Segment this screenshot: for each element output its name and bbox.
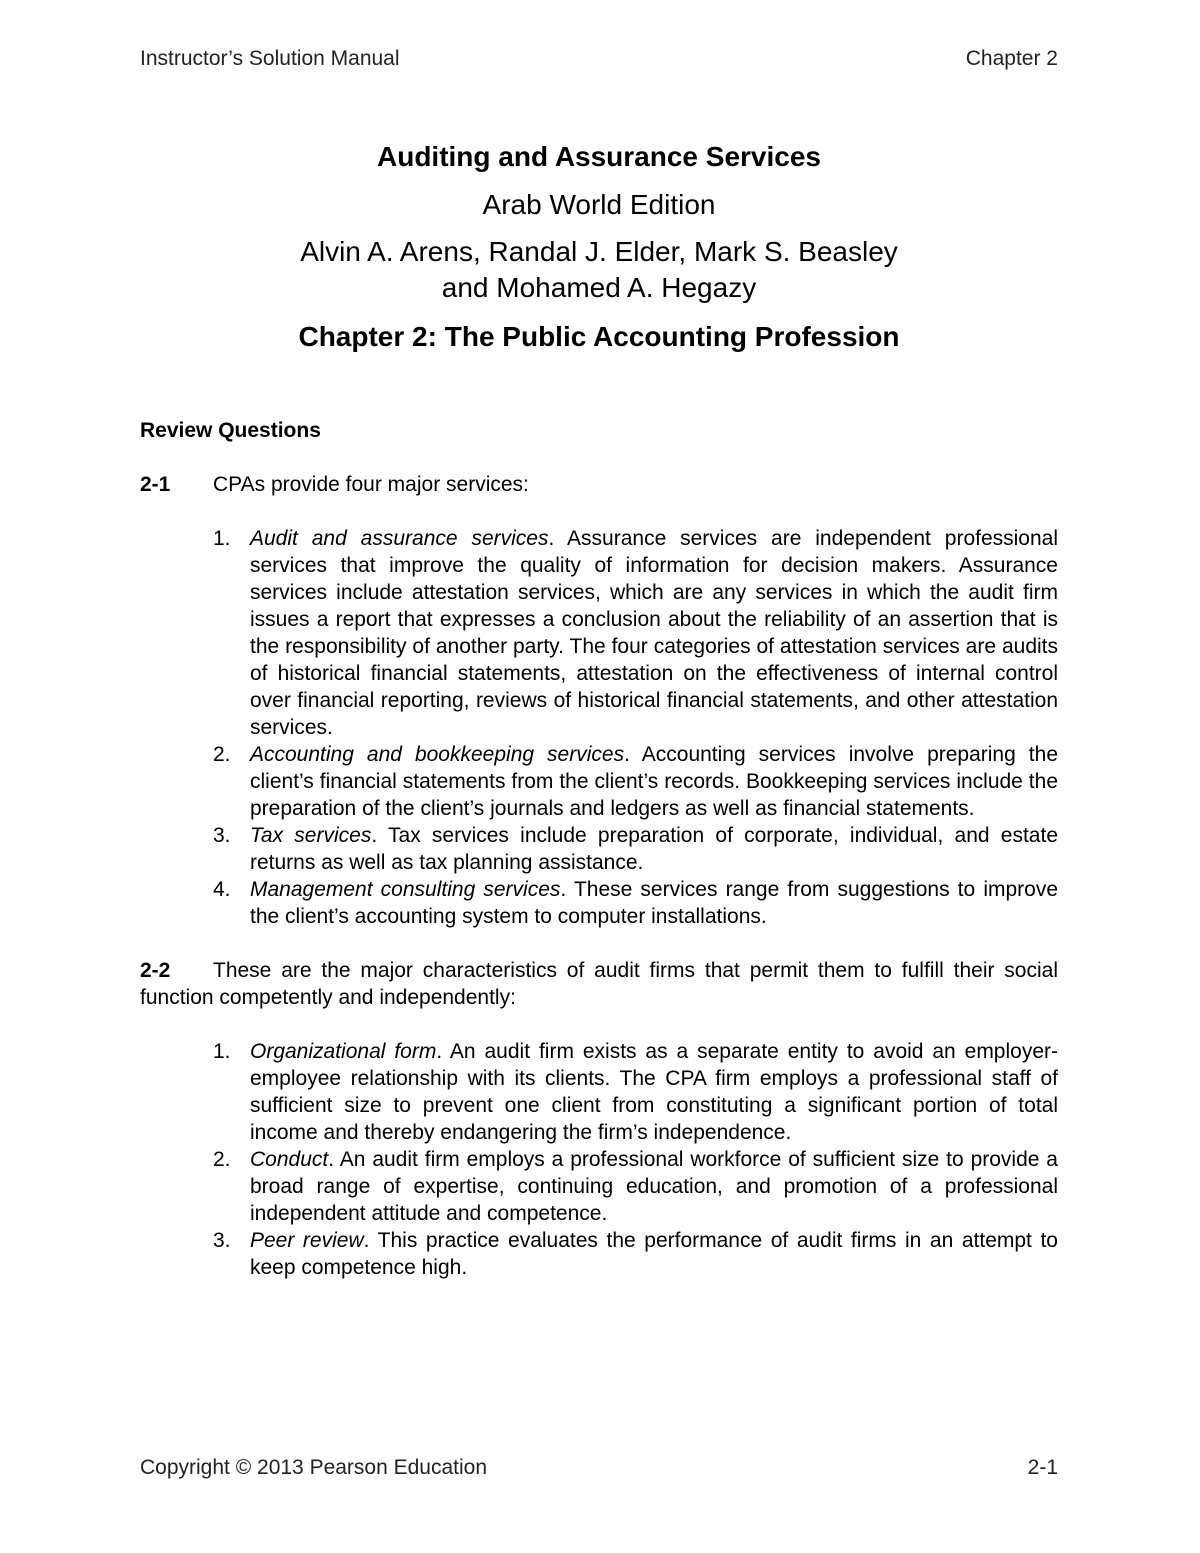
authors-line-2: and Mohamed A. Hegazy	[441, 272, 757, 303]
running-header	[140, 47, 1058, 71]
question-intro	[140, 957, 1058, 1011]
list-item	[140, 822, 1058, 876]
item-term: Conduct	[250, 1148, 329, 1171]
section-heading: Review Questions	[140, 419, 321, 442]
item-number: 2.	[213, 743, 231, 766]
list-item	[140, 525, 1058, 741]
item-term: Tax services	[250, 824, 372, 847]
item-text: . These services range from suggestions to improve the client’s accounting system to computer installations.	[250, 878, 1059, 928]
title-block	[140, 138, 1058, 356]
page-number: 2-1	[1027, 1456, 1058, 1479]
authors-line-1: Alvin A. Arens, Randal J. Elder, Mark S. Beasley	[300, 236, 898, 267]
header-chapter: Chapter 2	[965, 47, 1058, 70]
page-content	[140, 417, 1058, 1308]
question-number: 2-2	[140, 959, 171, 982]
copyright-notice: Copyright © 2013 Pearson Education	[140, 1456, 488, 1479]
book-title: Auditing and Assurance Services	[377, 141, 821, 172]
answer-list	[140, 1038, 1058, 1281]
item-number: 1.	[213, 527, 231, 550]
question-2-1	[140, 471, 1058, 930]
item-number: 3.	[213, 1229, 231, 1252]
item-number: 2.	[213, 1148, 231, 1171]
question-2-2	[140, 957, 1058, 1281]
item-text: . Tax services include preparation of corporate, individual, and estate returns as well as tax planning assistance.	[250, 824, 1058, 874]
item-number: 3.	[213, 824, 231, 847]
authors	[140, 234, 1058, 306]
question-intro	[140, 471, 1058, 498]
item-term: Accounting and bookkeeping services	[250, 743, 625, 766]
list-item	[140, 1146, 1058, 1227]
question-text: CPAs provide four major services:	[213, 473, 529, 496]
list-item	[140, 1227, 1058, 1281]
item-text: . Assurance services are independent professional services that improve the quality of information for decision makers. Assurance services include attestation services, which are any services in which the audit firm issues a report that expresses a conclusion about the reliability of an assertion that is the responsibility of another party. The four categories of attestation services are audits of historical financial statements, attestation on the effectiveness of internal control over financial reporting, reviews of historical financial statements, and other attestation services.	[250, 527, 1059, 739]
list-item	[140, 1038, 1058, 1146]
answer-list	[140, 525, 1058, 930]
list-item	[140, 741, 1058, 822]
question-number: 2-1	[140, 473, 171, 496]
running-footer	[140, 1456, 1058, 1480]
item-text: . An audit firm exists as a separate entity to avoid an employer-employee relationship with its clients. The CPA firm employs a professional staff of sufficient size to prevent one client from constituting a significant portion of total income and thereby endangering the firm’s independence.	[250, 1040, 1058, 1144]
item-number: 4.	[213, 878, 231, 901]
item-text: . An audit firm employs a professional workforce of sufficient size to provide a broad range of expertise, continuing education, and promotion of a professional independent attitude and competence.	[250, 1148, 1058, 1225]
item-term: Organizational form	[250, 1040, 437, 1063]
item-term: Audit and assurance services	[250, 527, 549, 550]
item-text: . This practice evaluates the performance of audit firms in an attempt to keep competence high.	[250, 1229, 1058, 1279]
item-number: 1.	[213, 1040, 231, 1063]
item-text: . Accounting services involve preparing the client’s financial statements from the client’s records. Bookkeeping services include the preparation of the client’s journals and ledgers as well as financial statements.	[250, 743, 1058, 820]
question-text: These are the major characteristics of audit firms that permit them to fulfill their social function competently and independently:	[140, 959, 1058, 1009]
edition-label: Arab World Edition	[482, 189, 716, 220]
list-item	[140, 876, 1058, 930]
chapter-title: Chapter 2: The Public Accounting Profession	[298, 321, 900, 352]
header-manual-title: Instructor’s Solution Manual	[140, 47, 400, 70]
item-term: Peer review	[250, 1229, 364, 1252]
item-term: Management consulting services	[250, 878, 561, 901]
